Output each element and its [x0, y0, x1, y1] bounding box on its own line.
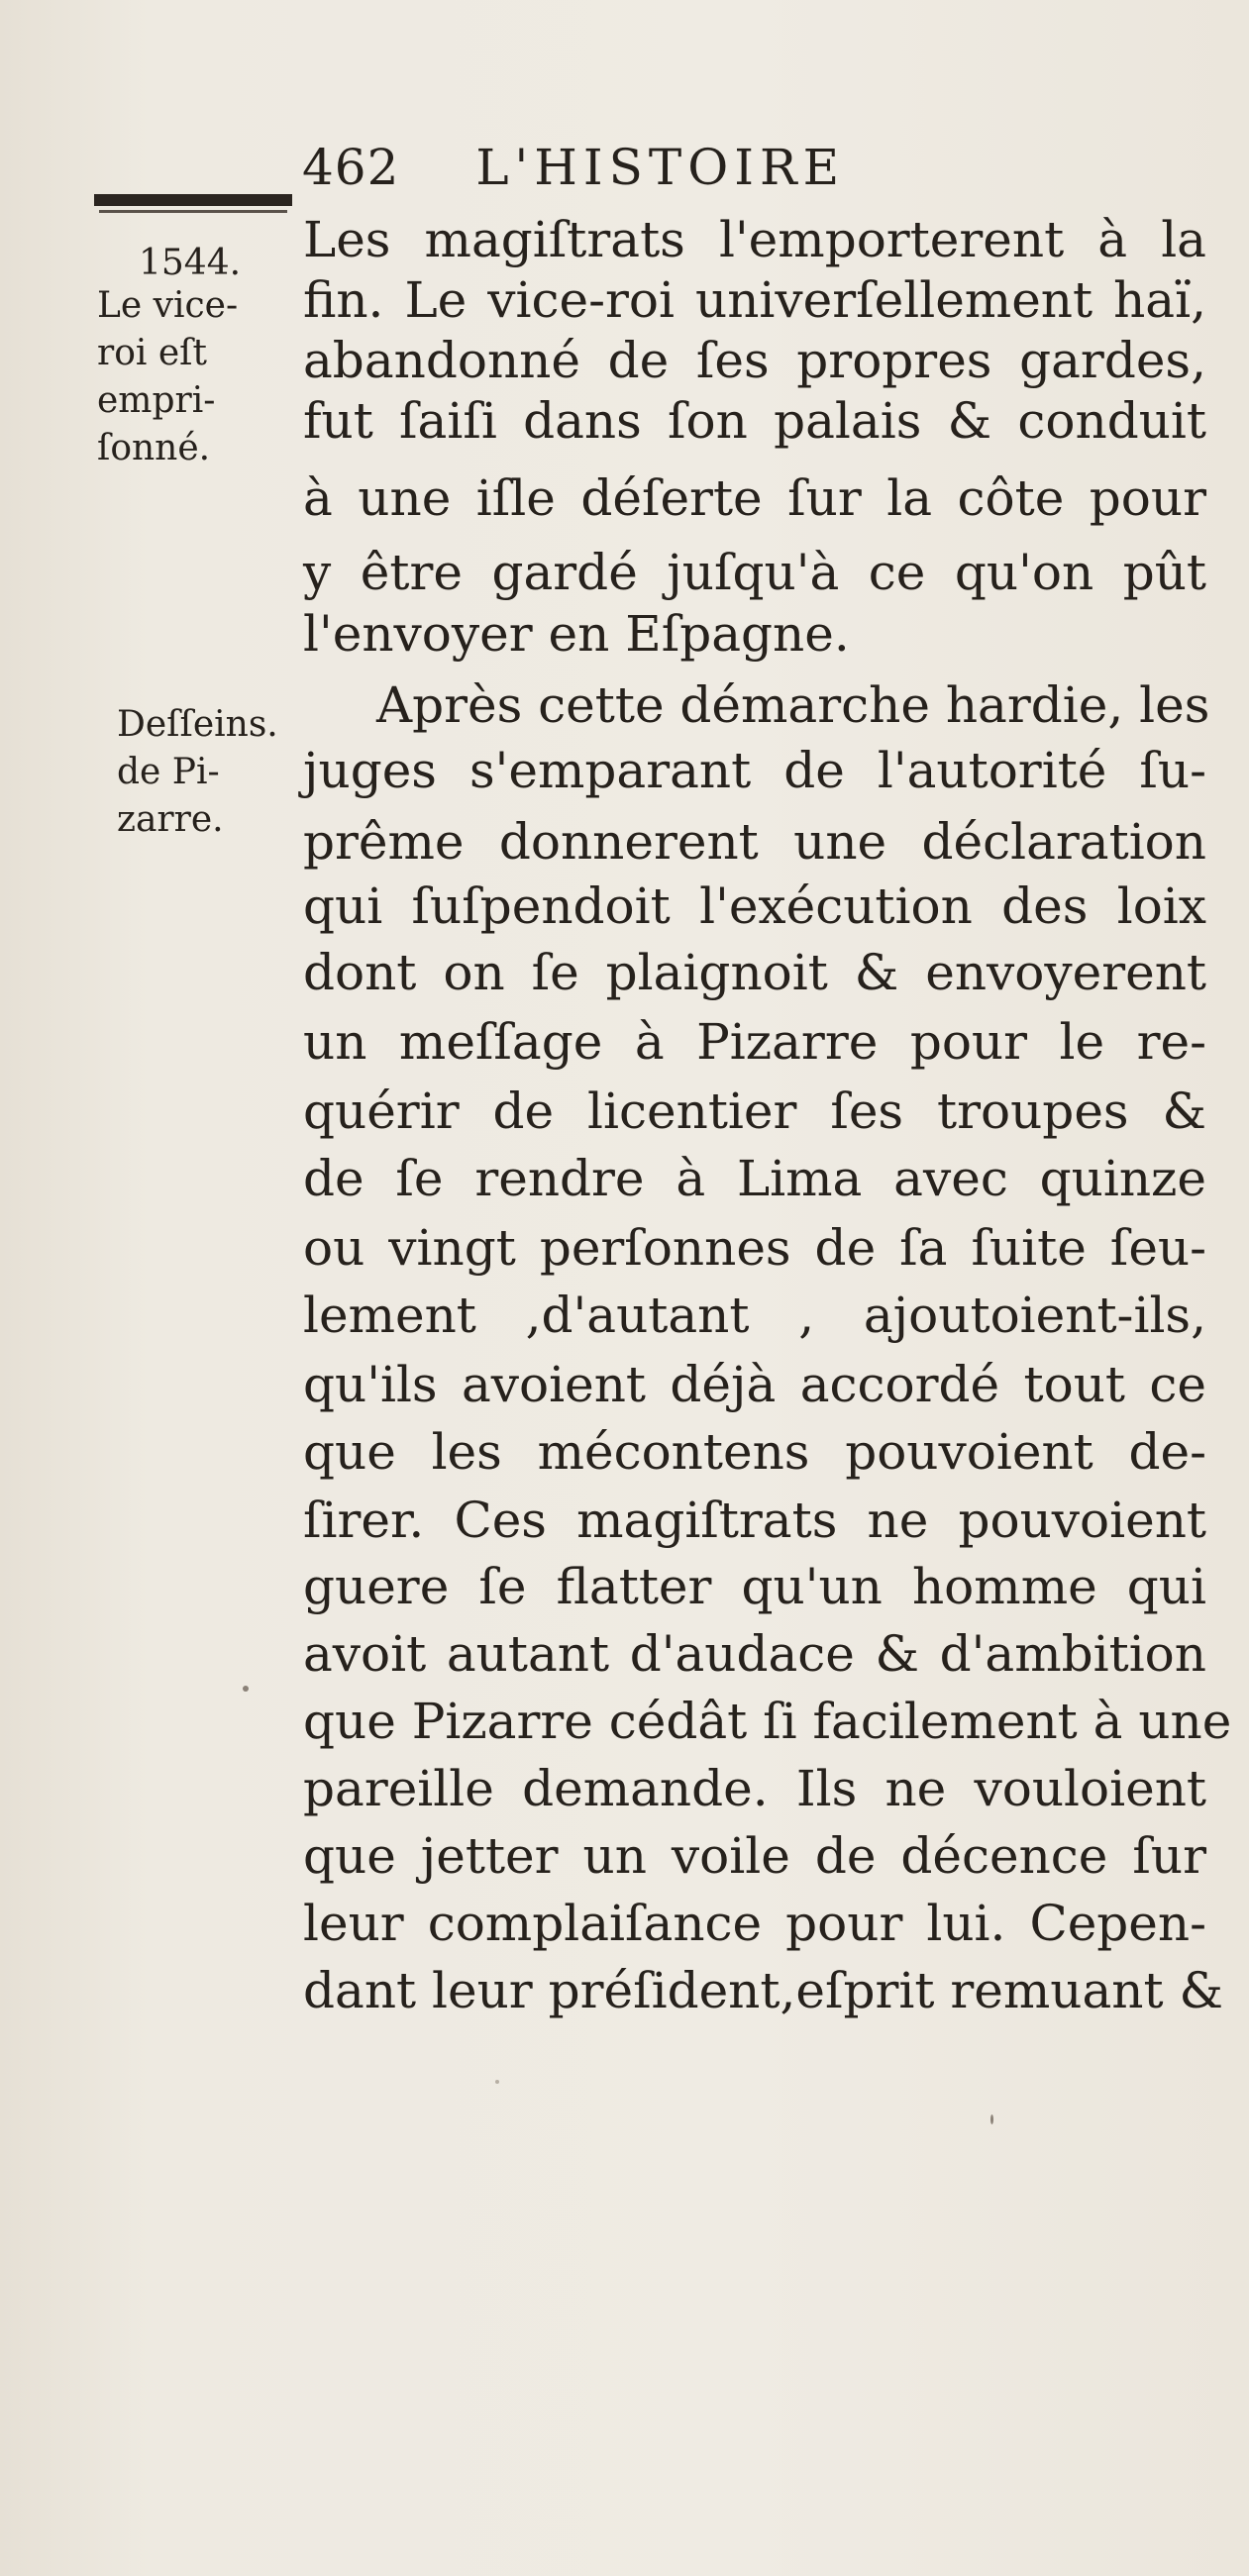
- running-title: L'HISTOIRE: [475, 139, 846, 196]
- text-line: fin. Le vice-roi univerſellement haï,: [303, 271, 1206, 329]
- text-line: fut ſaiſi dans ſon palais & conduit: [303, 392, 1206, 450]
- text-line: quérir de licentier ſes troupes &: [303, 1082, 1206, 1140]
- text-line: Les magiſtrats l'emporterent à la: [303, 211, 1206, 268]
- margin-note-line: Le vice-: [97, 285, 239, 326]
- paper-speck: [495, 2080, 499, 2084]
- text-line: pareille demande. Ils ne vouloient: [303, 1760, 1206, 1817]
- ornamental-rule: [94, 194, 292, 206]
- text-line: abandonné de ſes propres gardes,: [303, 332, 1206, 389]
- text-line: prême donnerent une déclaration: [303, 813, 1206, 871]
- margin-note-pizarre: [117, 701, 278, 844]
- text-line: à une iſle déſerte ſur la côte pour: [303, 469, 1206, 527]
- text-line: dont on ſe plaignoit & envoyerent: [303, 944, 1206, 1001]
- text-line: guere ſe flatter qu'un homme qui: [303, 1558, 1206, 1615]
- margin-note-viceroy: [97, 282, 238, 472]
- ornamental-rule-thin: [99, 210, 287, 213]
- text-line: dant leur préſident,eſprit remuant &: [303, 1962, 1223, 2019]
- text-line: qu'ils avoient déjà accordé tout ce: [303, 1356, 1206, 1413]
- margin-note-line: empri-: [97, 380, 216, 421]
- text-line: Après cette démarche hardie, les: [376, 676, 1210, 734]
- text-line: ſirer. Ces magiſtrats ne pouvoient: [303, 1492, 1206, 1549]
- margin-note-line: de Pi-: [117, 752, 220, 792]
- text-line: que jetter un voile de décence ſur: [303, 1827, 1206, 1885]
- margin-note-line: Deſſeins.: [117, 704, 278, 745]
- text-line: que les mécontens pouvoient de-: [303, 1423, 1206, 1481]
- text-line: leur complaiſance pour lui. Cepen-: [303, 1895, 1206, 1952]
- text-line: que Pizarre cédât ſi facilement à une: [303, 1693, 1232, 1750]
- text-line: y être gardé juſqu'à ce qu'on pût: [303, 544, 1206, 601]
- page-number: 462: [302, 139, 400, 196]
- margin-note-line: ſonné.: [97, 428, 211, 468]
- text-line: l'envoyer en Eſpagne.: [303, 605, 850, 663]
- text-line: qui ſuſpendoit l'exécution des loix: [303, 877, 1206, 935]
- text-line: avoit autant d'audace & d'ambition: [303, 1625, 1206, 1683]
- text-line: juges s'emparant de l'autorité ſu-: [303, 742, 1206, 799]
- margin-note-line: roi eſt: [97, 333, 207, 373]
- margin-note-line: zarre.: [117, 799, 224, 840]
- paper-speck: [990, 2114, 993, 2124]
- running-head: [302, 139, 845, 196]
- text-line: ou vingt perſonnes de ſa ſuite ſeu-: [303, 1219, 1206, 1277]
- text-line: un meſſage à Pizarre pour le re-: [303, 1013, 1206, 1071]
- text-line: lement ,d'autant , ajoutoient-ils,: [303, 1287, 1206, 1344]
- text-line: de ſe rendre à Lima avec quinze: [303, 1150, 1206, 1207]
- margin-year: 1544.: [139, 243, 242, 283]
- paper-speck: [243, 1686, 249, 1692]
